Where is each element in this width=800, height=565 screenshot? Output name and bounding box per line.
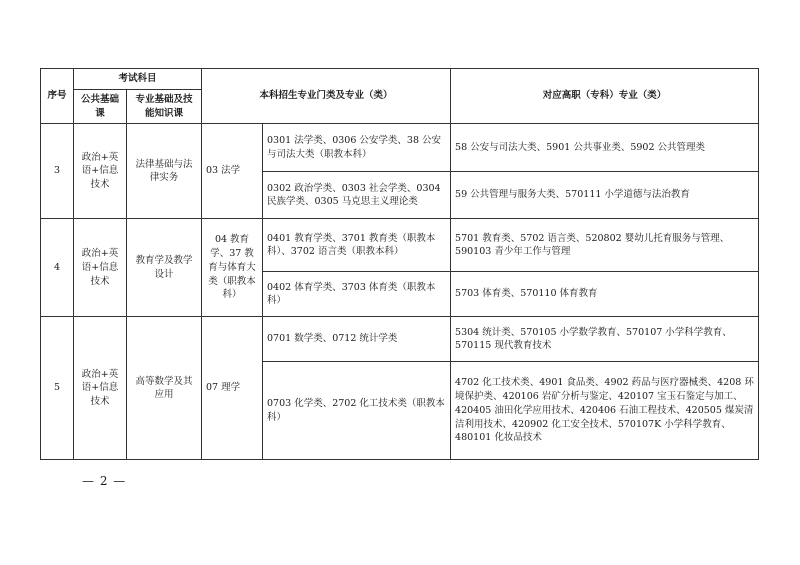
vocational-cell: 5701 教育类、5702 语言类、520802 婴幼儿托育服务与管理、590103 青少年工作与管理 xyxy=(451,219,759,272)
category-cell: 07 理学 xyxy=(202,317,263,460)
major-cell: 0402 体育学类、3703 体育类（职教本科） xyxy=(263,272,451,317)
major-cell: 0703 化学类、2702 化工技术类（职教本科） xyxy=(263,362,451,460)
table-row xyxy=(41,124,759,172)
vocational-cell: 4702 化工技术类、4901 食品类、4902 药品与医疗器械类、4208 环境保护类、420106 岩矿分析与鉴定、420107 宝玉石鉴定与加工、420405 油田化学应用技术、420406 石油工程技术、420505 煤炭清洁利用技术、420902 化工安全技术、570107K 小学科学教育、480101 化妆品技术 xyxy=(451,362,759,460)
header-exam-subjects: 考试科目 xyxy=(74,69,202,90)
vocational-cell: 5304 统计类、570105 小学数学教育、570107 小学科学教育、570115 现代教育技术 xyxy=(451,317,759,362)
header-seq: 序号 xyxy=(41,69,74,124)
public-course-cell: 政治+英语+信息技术 xyxy=(74,219,127,317)
public-course-cell: 政治+英语+信息技术 xyxy=(74,317,127,460)
category-cell: 03 法学 xyxy=(202,124,263,219)
header-vocational: 对应高职（专科）专业（类） xyxy=(451,69,759,124)
major-cell: 0302 政治学类、0303 社会学类、0304 民族学类、0305 马克思主义理论类 xyxy=(263,172,451,219)
major-cell: 0301 法学类、0306 公安学类、38 公安与司法大类（职教本科） xyxy=(263,124,451,172)
subject-mapping-table xyxy=(40,68,759,460)
major-cell: 0701 数学类、0712 统计学类 xyxy=(263,317,451,362)
header-pro-course: 专业基础及技能知识课 xyxy=(127,89,202,124)
table-row xyxy=(41,219,759,272)
public-course-cell: 政治+英语+信息技术 xyxy=(74,124,127,219)
seq-cell: 5 xyxy=(41,317,74,460)
category-cell: 04 教育学、37 教育与体育大类（职教本科） xyxy=(202,219,263,317)
pro-course-cell: 高等数学及其应用 xyxy=(127,317,202,460)
vocational-cell: 5703 体育类、570110 体育教育 xyxy=(451,272,759,317)
major-cell: 0401 教育学类、3701 教育类（职教本科）、3702 语言类（职教本科） xyxy=(263,219,451,272)
pro-course-cell: 法律基础与法律实务 xyxy=(127,124,202,219)
seq-cell: 3 xyxy=(41,124,74,219)
header-public-course: 公共基础课 xyxy=(74,89,127,124)
pro-course-cell: 教育学及教学设计 xyxy=(127,219,202,317)
vocational-cell: 59 公共管理与服务大类、570111 小学道德与法治教育 xyxy=(451,172,759,219)
seq-cell: 4 xyxy=(41,219,74,317)
page-number: — 2 — xyxy=(82,474,127,488)
table-row xyxy=(41,317,759,362)
vocational-cell: 58 公安与司法大类、5901 公共事业类、5902 公共管理类 xyxy=(451,124,759,172)
header-undergrad: 本科招生专业门类及专业（类） xyxy=(202,69,451,124)
